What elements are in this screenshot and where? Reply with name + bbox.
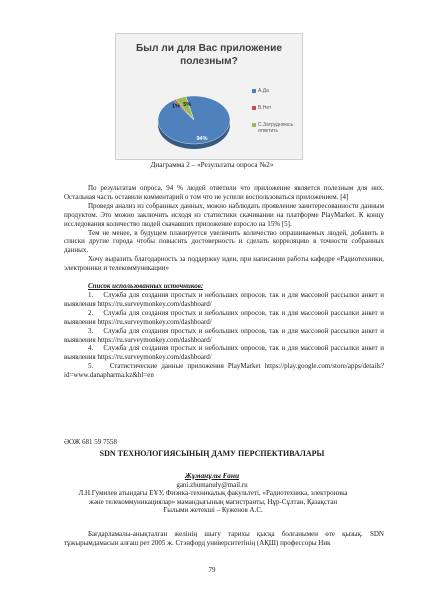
affiliation bbox=[60, 489, 366, 515]
reference-number: 4. bbox=[88, 344, 94, 353]
chart-title: Был ли для Вас приложение полезным? bbox=[135, 43, 283, 67]
figure-caption: Диаграмма 2 – «Результаты опроса №2» bbox=[150, 161, 274, 169]
affiliation-line: және телекоммуникациялар» мамандығының магистранты, Нұр-Сұлтан, Қазақстан bbox=[88, 497, 338, 506]
affiliation-line: Л.Н.Гумилев атындағы ЕҰУ, Физика-техникалық факультеті, «Радиотехника, электроника bbox=[78, 489, 348, 497]
reference-number: 3. bbox=[88, 326, 94, 335]
author-email: gani.zhumanuly@mail.ru bbox=[176, 481, 248, 489]
reference-item bbox=[64, 327, 384, 345]
author-name: Жұманұлы Ғани bbox=[184, 471, 240, 480]
reference-text: Служба для создания простых и небольших опросов, так и для массовой рассылки анкет и выявления https://ru.surveymonkey.com/dashboard/ bbox=[64, 326, 385, 344]
reference-number: 5. bbox=[88, 362, 94, 371]
reference-text: Статистические данные приложения PlayMarket https://play.google.com/store/apps/details?id=www.danapharma.kz&hl=en bbox=[64, 362, 384, 380]
references-list bbox=[64, 291, 384, 380]
paragraph: Тем не менее, в будущем планируется увеличить количество опрашиваемых людей, добавить в списки другие города чтобы повысить достоверность и сделать корреляцию в точности собранных данных. bbox=[64, 228, 384, 255]
article-body bbox=[64, 184, 384, 380]
udc-code: ӘОЖ 681 59 7558 bbox=[64, 438, 117, 446]
chart-legend bbox=[252, 88, 302, 145]
reference-number: 2. bbox=[88, 308, 94, 317]
reference-text: Служба для создания простых и небольших опросов, так и для массовой рассылки анкет и выявления https://ru.surveymonkey.com/dashboard/ bbox=[64, 308, 385, 326]
reference-item bbox=[64, 291, 384, 309]
page-number: 79 bbox=[208, 566, 216, 574]
legend-item bbox=[252, 122, 302, 134]
reference-text: Служба для создания простых и небольших опросов, так и для массовой рассылки анкет и выявления https://ru.surveymonkey.com/dashboard/ bbox=[64, 344, 385, 362]
reference-number: 1. bbox=[88, 290, 94, 299]
article-title: SDN ТЕХНОЛОГИЯСЫНЫҢ ДАМУ ПЕРСПЕКТИВАЛАРЫ bbox=[99, 449, 325, 458]
legend-item bbox=[252, 88, 302, 94]
abstract-paragraph: Бағдарламалы-анықталған желінің шығу тарихы қысқа болғанымен өте қызық. SDN тұжырымдамасын алғаш рет 2005 ж. Стэнфорд университетінің (АҚШ) профессоры Ник bbox=[64, 530, 384, 547]
legend-swatch bbox=[252, 89, 256, 93]
reference-text: Служба для создания простых и небольших опросов, так и для массовой рассылки анкет и выявления https://ru.surveymonkey.com/dashboard/ bbox=[64, 290, 385, 308]
reference-item bbox=[64, 362, 384, 380]
reference-item bbox=[64, 309, 384, 327]
paragraph: Хочу выразить благодарность за поддержку идеи, при написании работы кафедре «Радиотехники, электроники и телекоммуникации» bbox=[64, 255, 384, 273]
legend-label: В.Нет bbox=[258, 105, 272, 111]
legend-label: А.Да bbox=[258, 88, 269, 94]
legend-item bbox=[252, 105, 302, 111]
pie-data-label: 94% bbox=[196, 136, 208, 143]
legend-swatch bbox=[252, 106, 256, 110]
pie-chart bbox=[115, 33, 303, 160]
paragraph: Проведя анализ из собранных данных, можно наблюдать проявление заинтересованности данным продуктом. Это можно заключить исходя из статистики скачивании на платформе PlayMarket. К концу исследования количество людей скачавших приложение взросло на 15% [5]. bbox=[64, 201, 384, 228]
legend-swatch bbox=[252, 123, 256, 127]
supervisor-line: Ғылыми жетекші – Куженов А.С. bbox=[163, 506, 263, 514]
pie-data-label: 1% bbox=[171, 103, 180, 110]
legend-label: С.Затрудняюсь ответить bbox=[258, 122, 294, 134]
paragraph: По результатам опроса, 94 % людей ответили что приложение является полезным для них. Остальная часть оставили комментарий о том что не успели воспользоваться приложением. [4] bbox=[64, 184, 384, 201]
reference-item bbox=[64, 344, 384, 362]
references-title: Список использованных источников: bbox=[88, 282, 204, 291]
pie-data-label: 5% bbox=[183, 101, 192, 108]
